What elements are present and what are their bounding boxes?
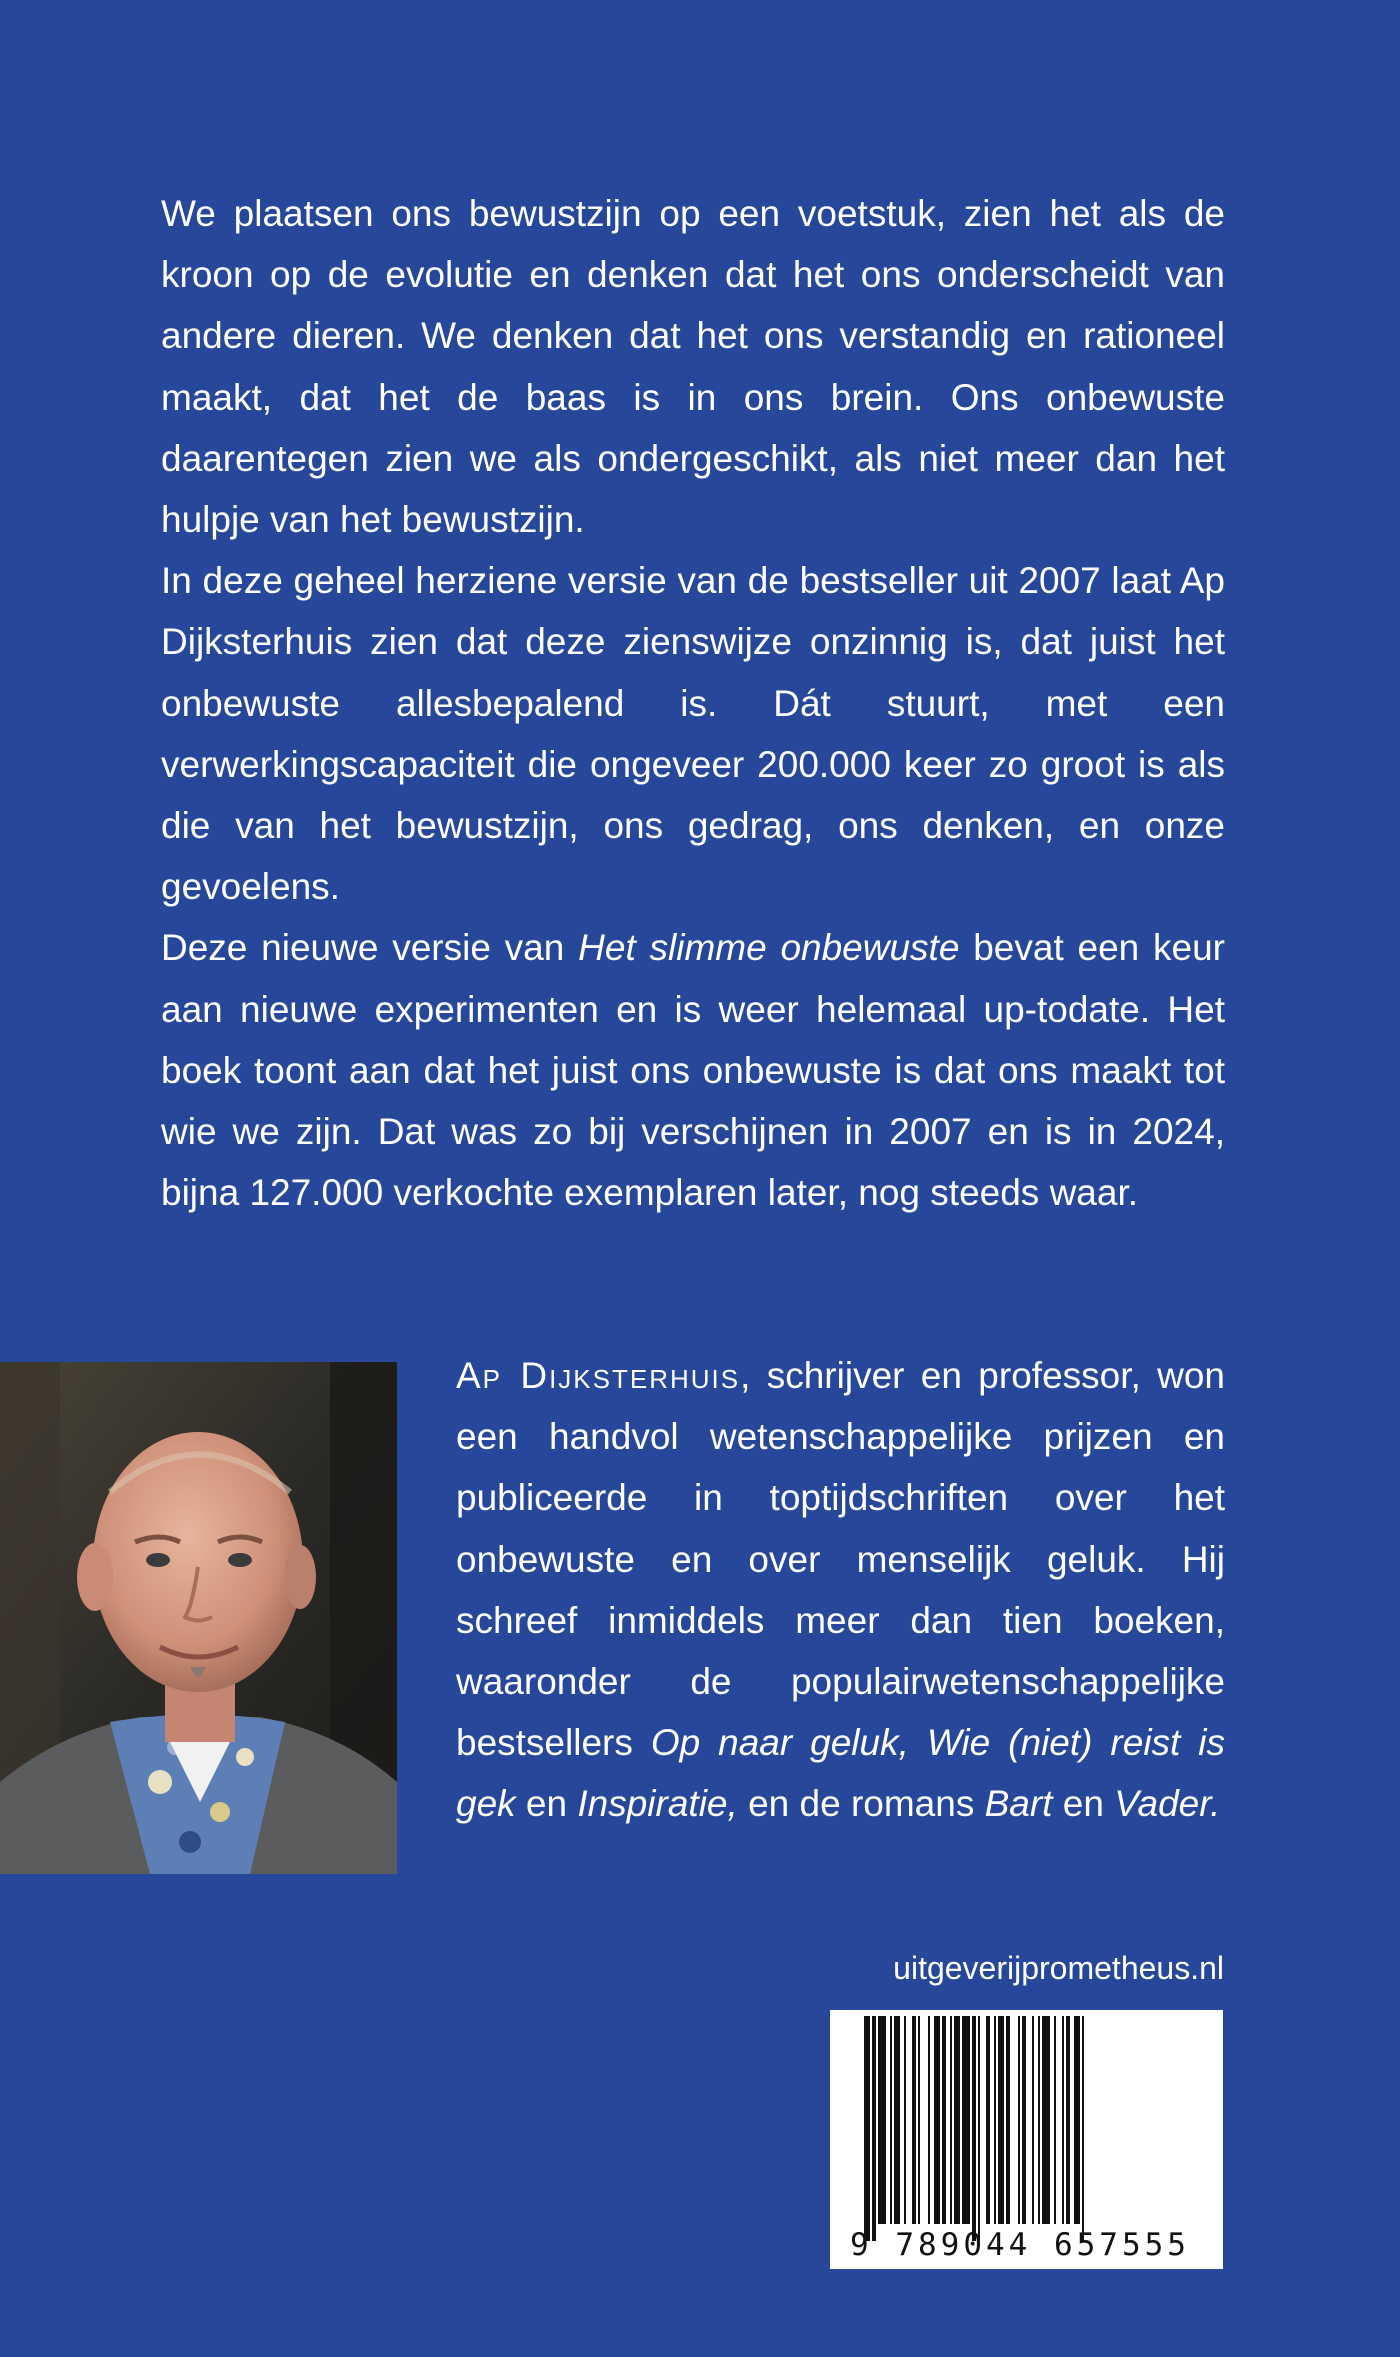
barcode-bar <box>928 2016 930 2224</box>
bio-text: en <box>515 1783 578 1825</box>
barcode-bar <box>934 2016 940 2224</box>
bio-text: en de romans <box>737 1783 985 1825</box>
barcode-bar <box>918 2016 920 2224</box>
author-name: Ap Dijksterhuis <box>456 1355 741 1396</box>
book-title: Bart <box>984 1783 1053 1825</box>
barcode-bar <box>972 2016 976 2241</box>
barcode-bar <box>1042 2016 1050 2224</box>
blurb-text: Deze nieuwe versie van <box>161 927 579 969</box>
blurb-text: bevat een keur aan nieuwe experimenten en is weer helemaal up-todate. Het boek toont aan dat het juist ons onbewuste is dat ons maakt tot wie we zijn. Dat was zo bij verschijnen in 2007 en is in 2024, bijna 127.000 verkochte exemplaren later, nog steeds waar. <box>161 927 1226 1214</box>
isbn-barcode <box>830 2010 1223 2269</box>
barcode-bar <box>1032 2016 1034 2224</box>
barcode-bar <box>1054 2016 1056 2224</box>
book-title: Op naar geluk, <box>650 1722 909 1764</box>
barcode-bar <box>864 2016 870 2241</box>
blurb-paragraph-1: We plaatsen ons bewustzijn op een voetstuk, zien het als de kroon op de evolutie en denken dat het ons onderscheidt van andere dieren. We denken dat het ons verstandig en rationeel maakt, dat het de baas is in ons brein. Ons onbewuste daarentegen zien we als ondergeschikt, als niet meer dan het hulpje van het bewustzijn. <box>161 193 1225 541</box>
barcode-bar <box>1018 2016 1020 2224</box>
barcode-bar <box>950 2016 952 2224</box>
back-cover-blurb <box>161 183 1225 1223</box>
book-title: Wie (niet) reist is gek <box>456 1722 1225 1825</box>
blurb-paragraph-2: In deze geheel herziene versie van de bestseller uit 2007 laat Ap Dijksterhuis zien dat deze zienswijze onzinnig is, dat juist het onbewuste allesbepalend is. Dát stuurt, met een verwerkingscapaciteit die ongeveer 200.000 keer zo groot is als die van het bewustzijn, ons gedrag, ons denken, en onze gevoelens. <box>161 560 1225 908</box>
barcode-bar <box>1082 2016 1084 2241</box>
barcode-bar <box>1074 2016 1080 2224</box>
barcode-bar <box>1006 2016 1010 2224</box>
isbn-digits: 9 789044 657555 <box>850 2227 1190 2263</box>
barcode-bar <box>1062 2016 1064 2224</box>
barcode-bar <box>962 2016 970 2224</box>
book-title: Het slimme onbewuste <box>578 927 960 969</box>
barcode-bar <box>994 2016 996 2224</box>
book-title: Inspiratie, <box>577 1783 738 1825</box>
publisher-website: uitgeverijprometheus.nl <box>893 1950 1224 1986</box>
barcode-bar <box>890 2016 892 2224</box>
bio-text: , schrijver en professor, won een handvol wetenschappelijke prijzen en publiceerde in toptijdschriften over het onbewuste en over menselijk geluk. Hij schreef inmiddels meer dan tien boeken, waaronder de populairwetenschappelijke bestsellers <box>456 1355 1225 1764</box>
barcode-bar <box>954 2016 960 2224</box>
barcode-bar <box>904 2016 906 2224</box>
barcode-bar <box>1022 2016 1026 2224</box>
barcode-bar <box>872 2016 876 2241</box>
barcode-bar <box>942 2016 946 2224</box>
barcode-bar <box>978 2016 980 2241</box>
barcode-bar <box>998 2016 1004 2224</box>
author-portrait-illustration <box>0 1362 397 1874</box>
barcode-bar <box>986 2016 990 2224</box>
barcode-bar <box>1066 2016 1070 2224</box>
bio-text <box>909 1722 927 1763</box>
author-photo <box>0 1362 397 1874</box>
bio-text: en <box>1052 1783 1115 1825</box>
book-title: Vader. <box>1114 1783 1221 1825</box>
author-bio <box>456 1345 1225 1835</box>
barcode-bar <box>878 2016 886 2224</box>
bio-paragraph <box>456 1345 1225 1835</box>
blurb-paragraph-3 <box>161 917 1225 1223</box>
barcode-bar <box>894 2016 900 2224</box>
barcode-bar <box>912 2016 916 2224</box>
barcode-bar <box>1038 2016 1040 2224</box>
